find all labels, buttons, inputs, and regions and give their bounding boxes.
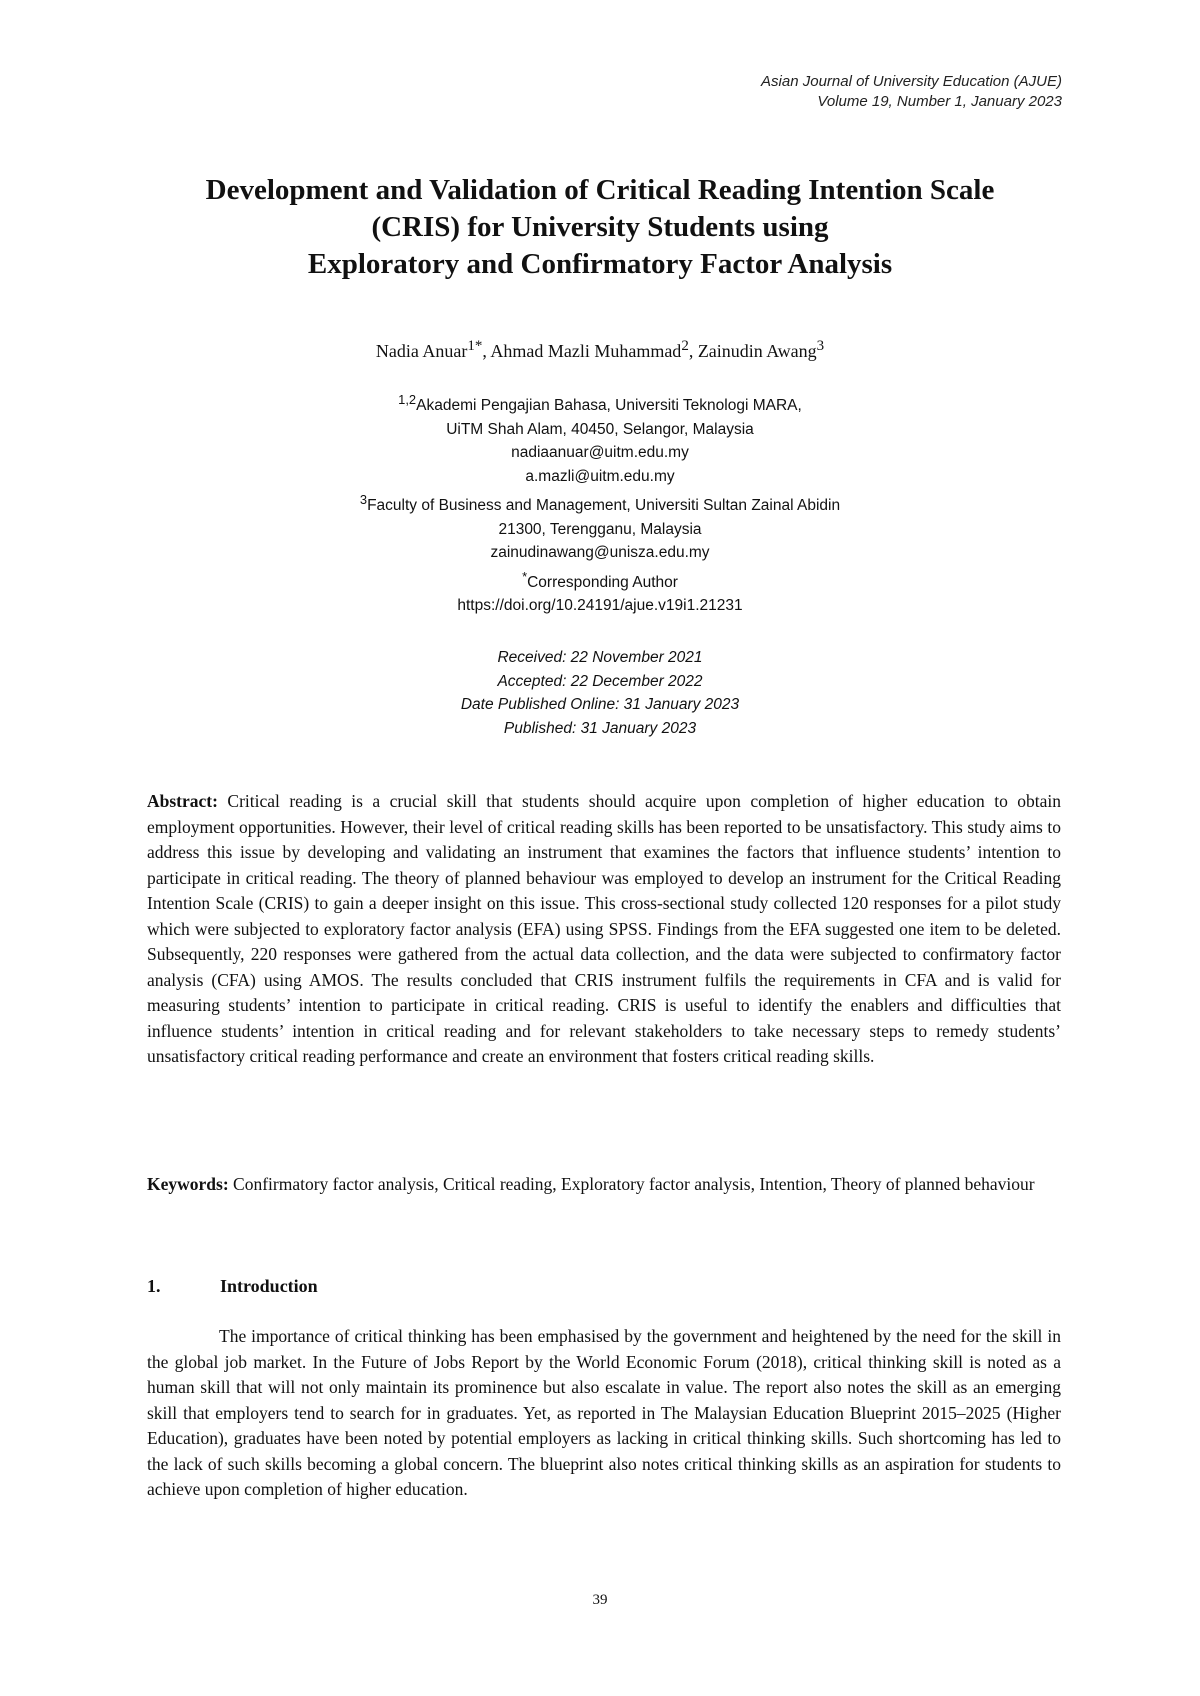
affiliation-superscript: 3 <box>359 492 368 508</box>
journal-issue: Volume 19, Number 1, January 2023 <box>817 93 1062 110</box>
author-email[interactable]: a.mazli@uitm.edu.my <box>525 467 675 485</box>
affiliation-line: $^{1,2}$Akademi Pengajian Bahasa, Universiti Teknologi MARA, <box>398 392 802 415</box>
author-email[interactable]: nadiaanuar@uitm.edu.my <box>511 444 689 462</box>
affiliation-superscript: 1,2 <box>398 392 417 407</box>
section-title: Introduction <box>220 1276 318 1296</box>
author-name: Ahmad Mazli Muhammad <box>490 341 682 361</box>
doi-link[interactable]: https://doi.org/10.24191/ajue.v19i1.21231 <box>457 597 743 614</box>
corresponding-superscript: * <box>522 568 528 584</box>
journal-name: Asian Journal of University Education (AJUE) <box>761 73 1062 90</box>
author-list: Nadia Anuar$^{1*}$, Ahmad Mazli Muhammad$^2$, Zainudin Awang$^3$ <box>375 338 825 361</box>
affiliation-line: $^3$Faculty of Business and Management, Universiti Sultan Zainal Abidin <box>359 492 841 515</box>
page-number: 39 <box>592 1592 608 1608</box>
publication-dates <box>120 646 1080 740</box>
affiliation-line: UiTM Shah Alam, 40450, Selangor, Malaysia <box>446 420 754 438</box>
keywords-label: Keywords: <box>147 1174 229 1194</box>
title-line-1: Development and Validation of Critical Reading Intention Scale <box>205 174 995 206</box>
keywords <box>147 1172 1061 1198</box>
corresponding-author-note: *Corresponding Author <box>522 568 678 591</box>
author-superscript: 2 <box>681 338 689 354</box>
date-received: Received: 22 November 2021 <box>497 649 703 666</box>
affiliations <box>120 388 1080 594</box>
author-email[interactable]: zainudinawang@unisza.edu.my <box>490 544 710 562</box>
affiliation-line: 21300, Terengganu, Malaysia <box>498 520 702 538</box>
author-name: Zainudin Awang <box>697 341 817 361</box>
author-superscript: 1* <box>467 338 483 354</box>
intro-paragraph: The importance of critical thinking has been emphasised by the government and heightened by the need for the skill in the global job market. In the Future of Jobs Report by the World Economic Forum (2018), critical thinking skill is noted as a human skill that will not only maintain its prominence but also escalate in value. The report also notes the skill as an emerging skill that employers tend to search for in graduates. Yet, as reported in The Malaysian Education Blueprint 2015–2025 (Higher Education), graduates have been noted by potential employers as lacking in critical thinking skills. Such shortcoming has led to the lack of such skills becoming a global concern. The blueprint also notes critical thinking skills as an aspiration for students to achieve upon completion of higher education. <box>147 1326 1061 1499</box>
title-line-2: (CRIS) for University Students using <box>371 211 829 243</box>
abstract-text: Critical reading is a crucial skill that students should acquire upon completion of higher education to obtain employment opportunities. However, their level of critical reading skills has been reported to be unsatisfactory. This study aims to address this issue by developing and validating an instrument that examines the factors that influence students’ intention to participate in critical reading. The theory of planned behaviour was employed to develop an instrument for the Critical Reading Intention Scale (CRIS) to gain a deeper insight on this issue. This cross-sectional study collected 120 responses for a pilot study which were subjected to exploratory factor analysis (EFA) using SPSS. Findings from the EFA suggested one item to be deleted. Subsequently, 220 responses were gathered from the actual data collection, and the data were subjected to confirmatory factor analysis (CFA) using AMOS. The results concluded that CRIS instrument fulfils the requirements in CFA and is valid for measuring students’ intention to participate in critical reading. CRIS is useful to identify the enablers and difficulties that influence students’ intention in critical reading and for relevant stakeholders to take necessary steps to remedy students’ unsatisfactory critical reading performance and create an environment that fosters critical reading skills. <box>147 791 1062 1066</box>
date-accepted: Accepted: 22 December 2022 <box>497 672 703 690</box>
journal-header <box>761 72 1062 112</box>
date-published: Published: 31 January 2023 <box>503 719 697 737</box>
paper-title <box>120 172 1080 283</box>
section-heading <box>147 1276 318 1297</box>
abstract <box>147 789 1061 1070</box>
section-number: 1. <box>147 1276 161 1296</box>
date-published-online: Date Published Online: 31 January 2023 <box>460 696 740 713</box>
author-name: Nadia Anuar <box>375 341 468 361</box>
keywords-text: Confirmatory factor analysis, Critical reading, Exploratory factor analysis, Intention, Theory of planned behaviour <box>233 1174 1035 1194</box>
author-superscript: 3 <box>816 338 825 354</box>
title-line-3: Exploratory and Confirmatory Factor Analysis <box>307 248 893 280</box>
abstract-label: Abstract: <box>147 791 218 811</box>
